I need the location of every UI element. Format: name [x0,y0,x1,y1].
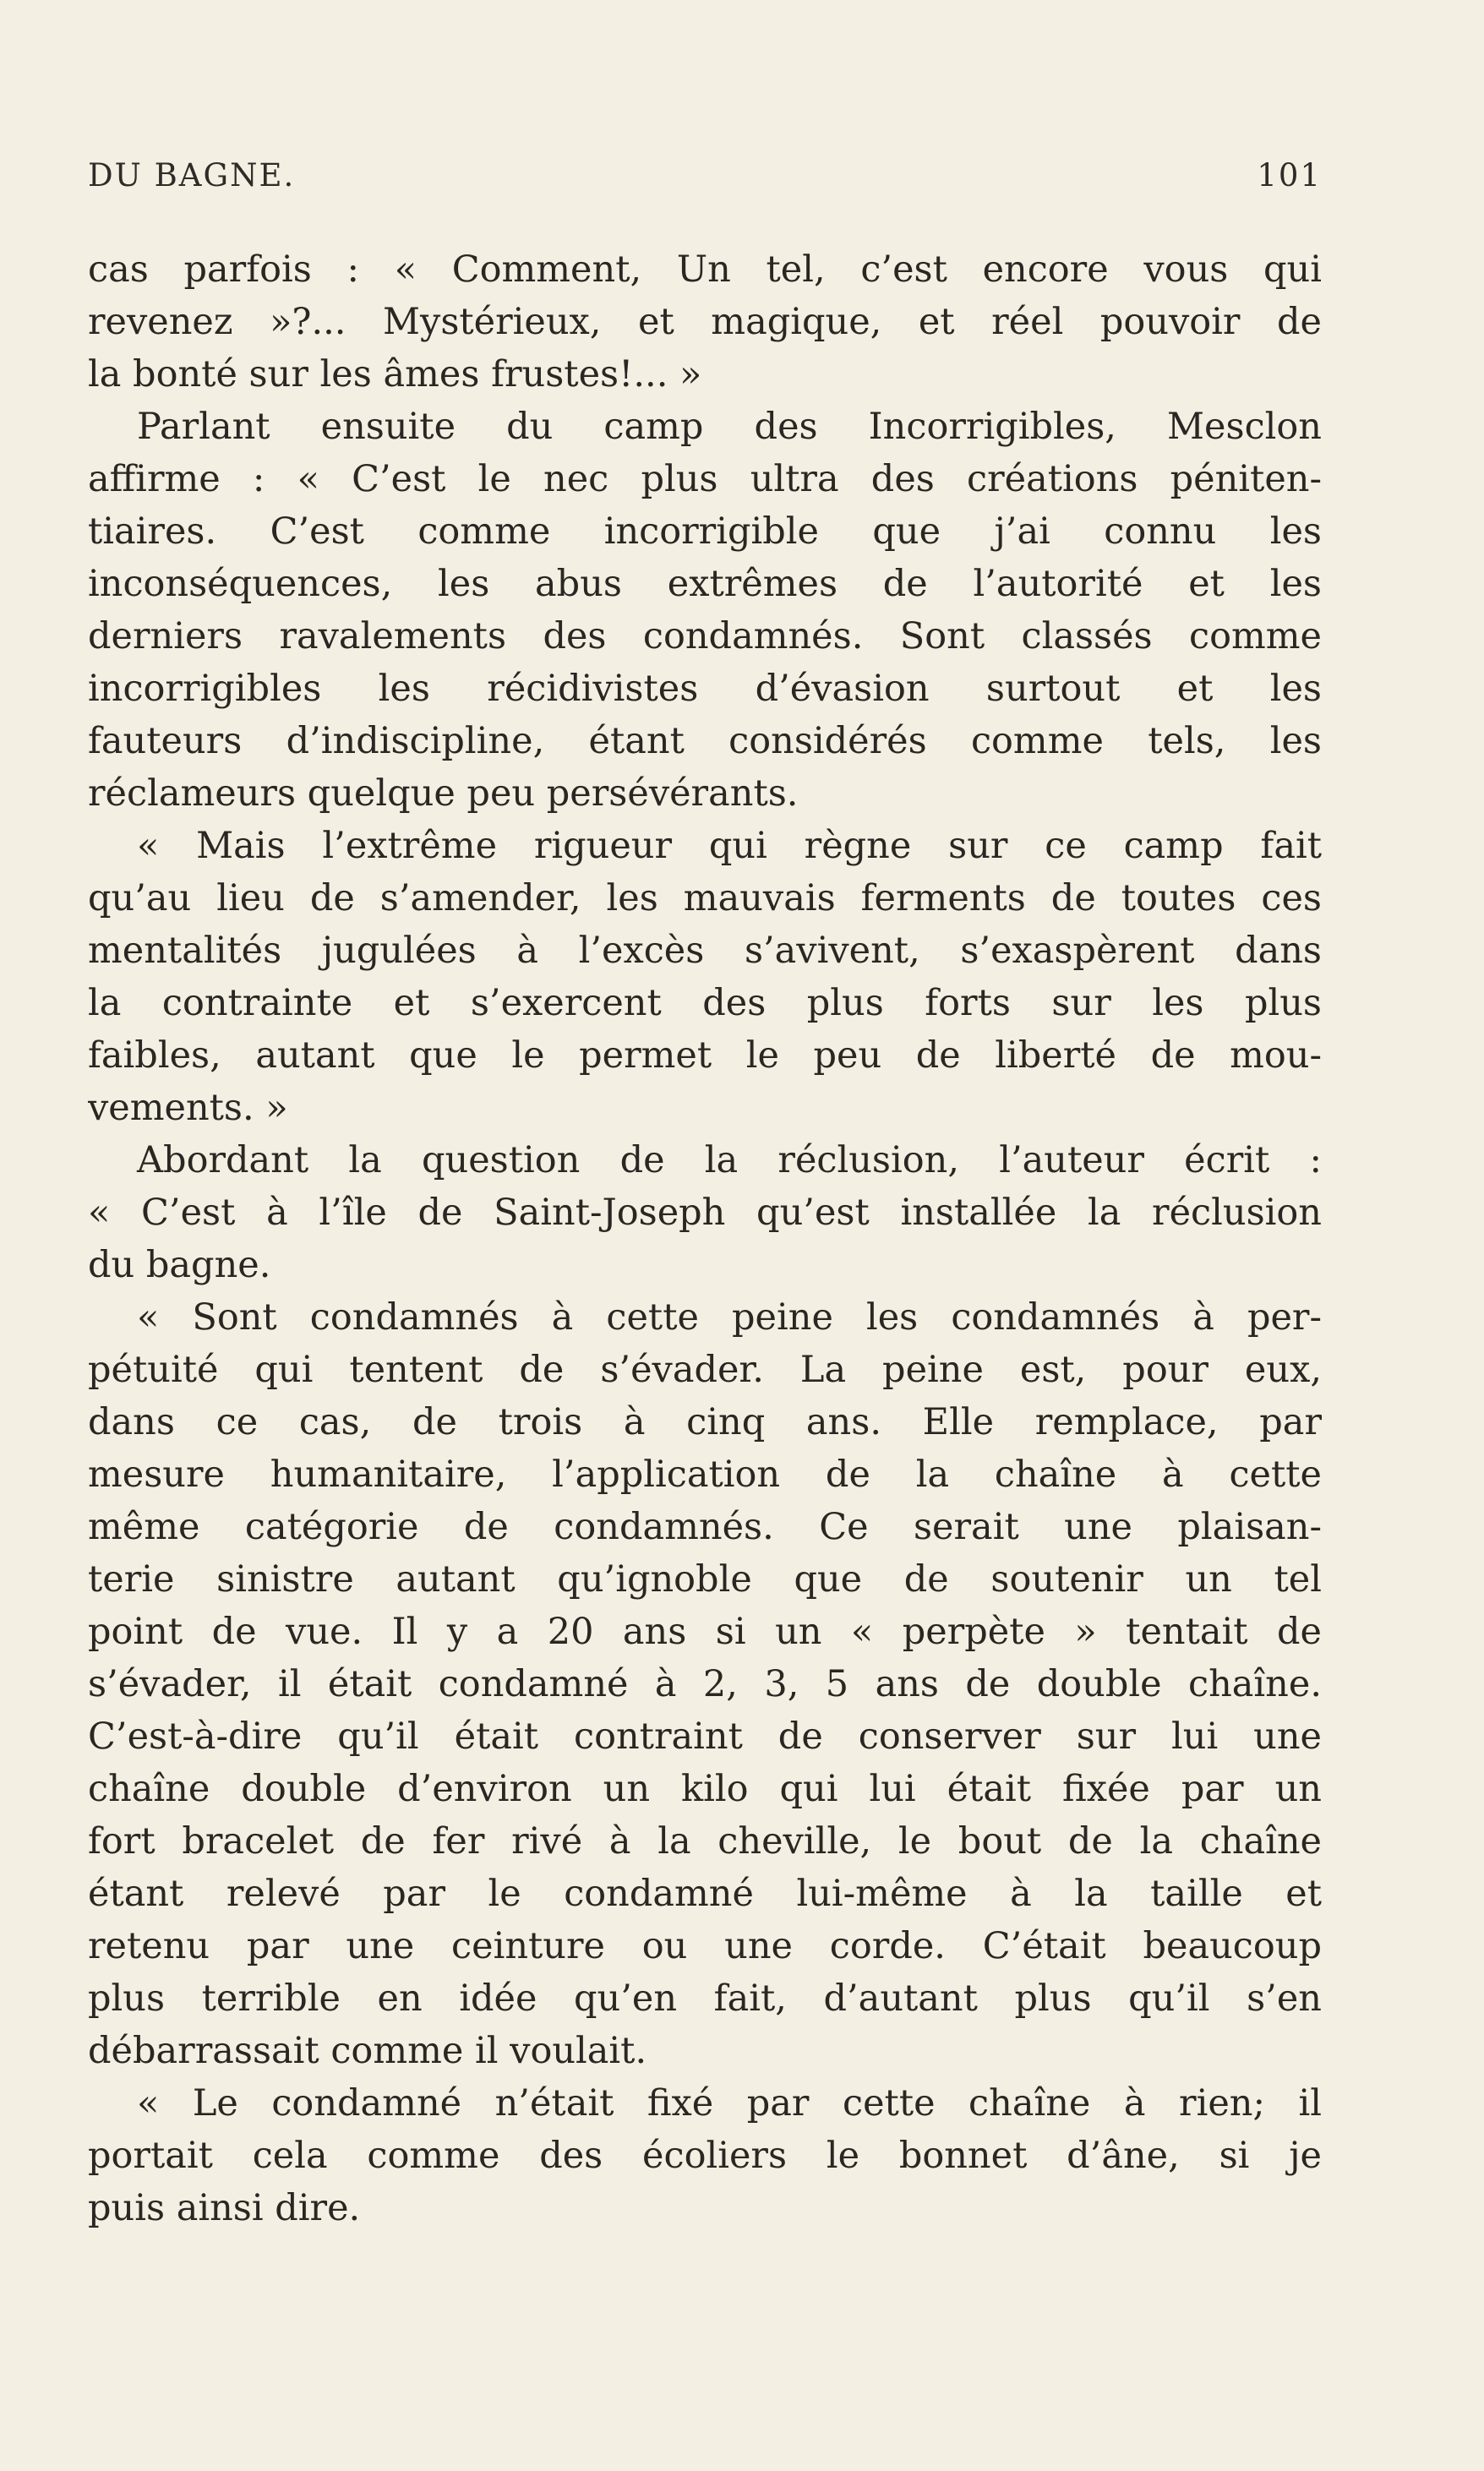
text-line: étant relevé par le condamné lui-même à la taille et [88,1873,1322,1915]
running-head: DU BAGNE. [88,157,296,194]
text-line: derniers ravalements des condamnés. Sont classés comme [88,615,1322,657]
text-line: vements. » [88,1087,288,1129]
text-line: revenez »?... Mystérieux, et magique, et réel pouvoir de [88,301,1322,343]
text-line: la bonté sur les âmes frustes!... » [88,353,702,395]
text-line: « C’est à l’île de Saint-Joseph qu’est installée la réclusion [88,1192,1322,1234]
text-line: s’évader, il était condamné à 2, 3, 5 ans de double chaîne. [88,1663,1322,1705]
text-line: « Mais l’extrême rigueur qui règne sur ce camp fait [137,825,1322,867]
text-line: incorrigibles les récidivistes d’évasion surtout et les [88,668,1322,710]
text-line: mesure humanitaire, l’application de la chaîne à cette [88,1454,1322,1496]
text-line: chaîne double d’environ un kilo qui lui était fixée par un [88,1768,1322,1810]
text-line: fort bracelet de fer rivé à la cheville, le bout de la chaîne [88,1820,1322,1863]
text-line: mentalités jugulées à l’excès s’avivent, s’exaspèrent dans [88,930,1322,972]
text-line: Parlant ensuite du camp des Incorrigibles, Mesclon [137,406,1322,448]
text-line: tiaires. C’est comme incorrigible que j’ai connu les [88,510,1322,553]
text-line: qu’au lieu de s’amender, les mauvais ferments de toutes ces [88,877,1322,919]
text-line: retenu par une ceinture ou une corde. C’était beaucoup [88,1925,1322,1967]
text-line: fauteurs d’indiscipline, étant considérés comme tels, les [88,720,1322,762]
text-line: point de vue. Il y a 20 ans si un « perpète » tentait de [88,1611,1322,1653]
text-line: du bagne. [88,1244,271,1286]
text-line: portait cela comme des écoliers le bonnet d’âne, si je [88,2135,1322,2177]
text-line: pétuité qui tentent de s’évader. La peine est, pour eux, [88,1349,1322,1391]
text-line: même catégorie de condamnés. Ce serait une plaisan- [88,1506,1322,1548]
text-line: Abordant la question de la réclusion, l’auteur écrit : [137,1139,1322,1181]
text-line: C’est-à-dire qu’il était contraint de conserver sur lui une [88,1716,1322,1758]
body-text [88,243,1322,2234]
text-line: réclameurs quelque peu persévérants. [88,772,799,815]
text-line: la contrainte et s’exercent des plus forts sur les plus [88,982,1322,1024]
text-line: faibles, autant que le permet le peu de liberté de mou- [88,1034,1322,1077]
page-number: 101 [1257,157,1322,194]
text-line: plus terrible en idée qu’en fait, d’autant plus qu’il s’en [88,1977,1322,2020]
text-line: « Le condamné n’était fixé par cette chaîne à rien; il [137,2082,1322,2125]
text-line: puis ainsi dire. [88,2187,361,2229]
text-line: cas parfois : « Comment, Un tel, c’est encore vous qui [88,248,1322,291]
text-line: terie sinistre autant qu’ignoble que de soutenir un tel [88,1558,1322,1601]
text-line: « Sont condamnés à cette peine les condamnés à per- [137,1296,1322,1339]
page-header [88,157,1322,199]
text-line: débarrassait comme il voulait. [88,2030,647,2072]
text-line: dans ce cas, de trois à cinq ans. Elle remplace, par [88,1401,1322,1443]
text-line: affirme : « C’est le nec plus ultra des créations péniten- [88,458,1322,500]
text-line: inconséquences, les abus extrêmes de l’autorité et les [88,563,1322,605]
